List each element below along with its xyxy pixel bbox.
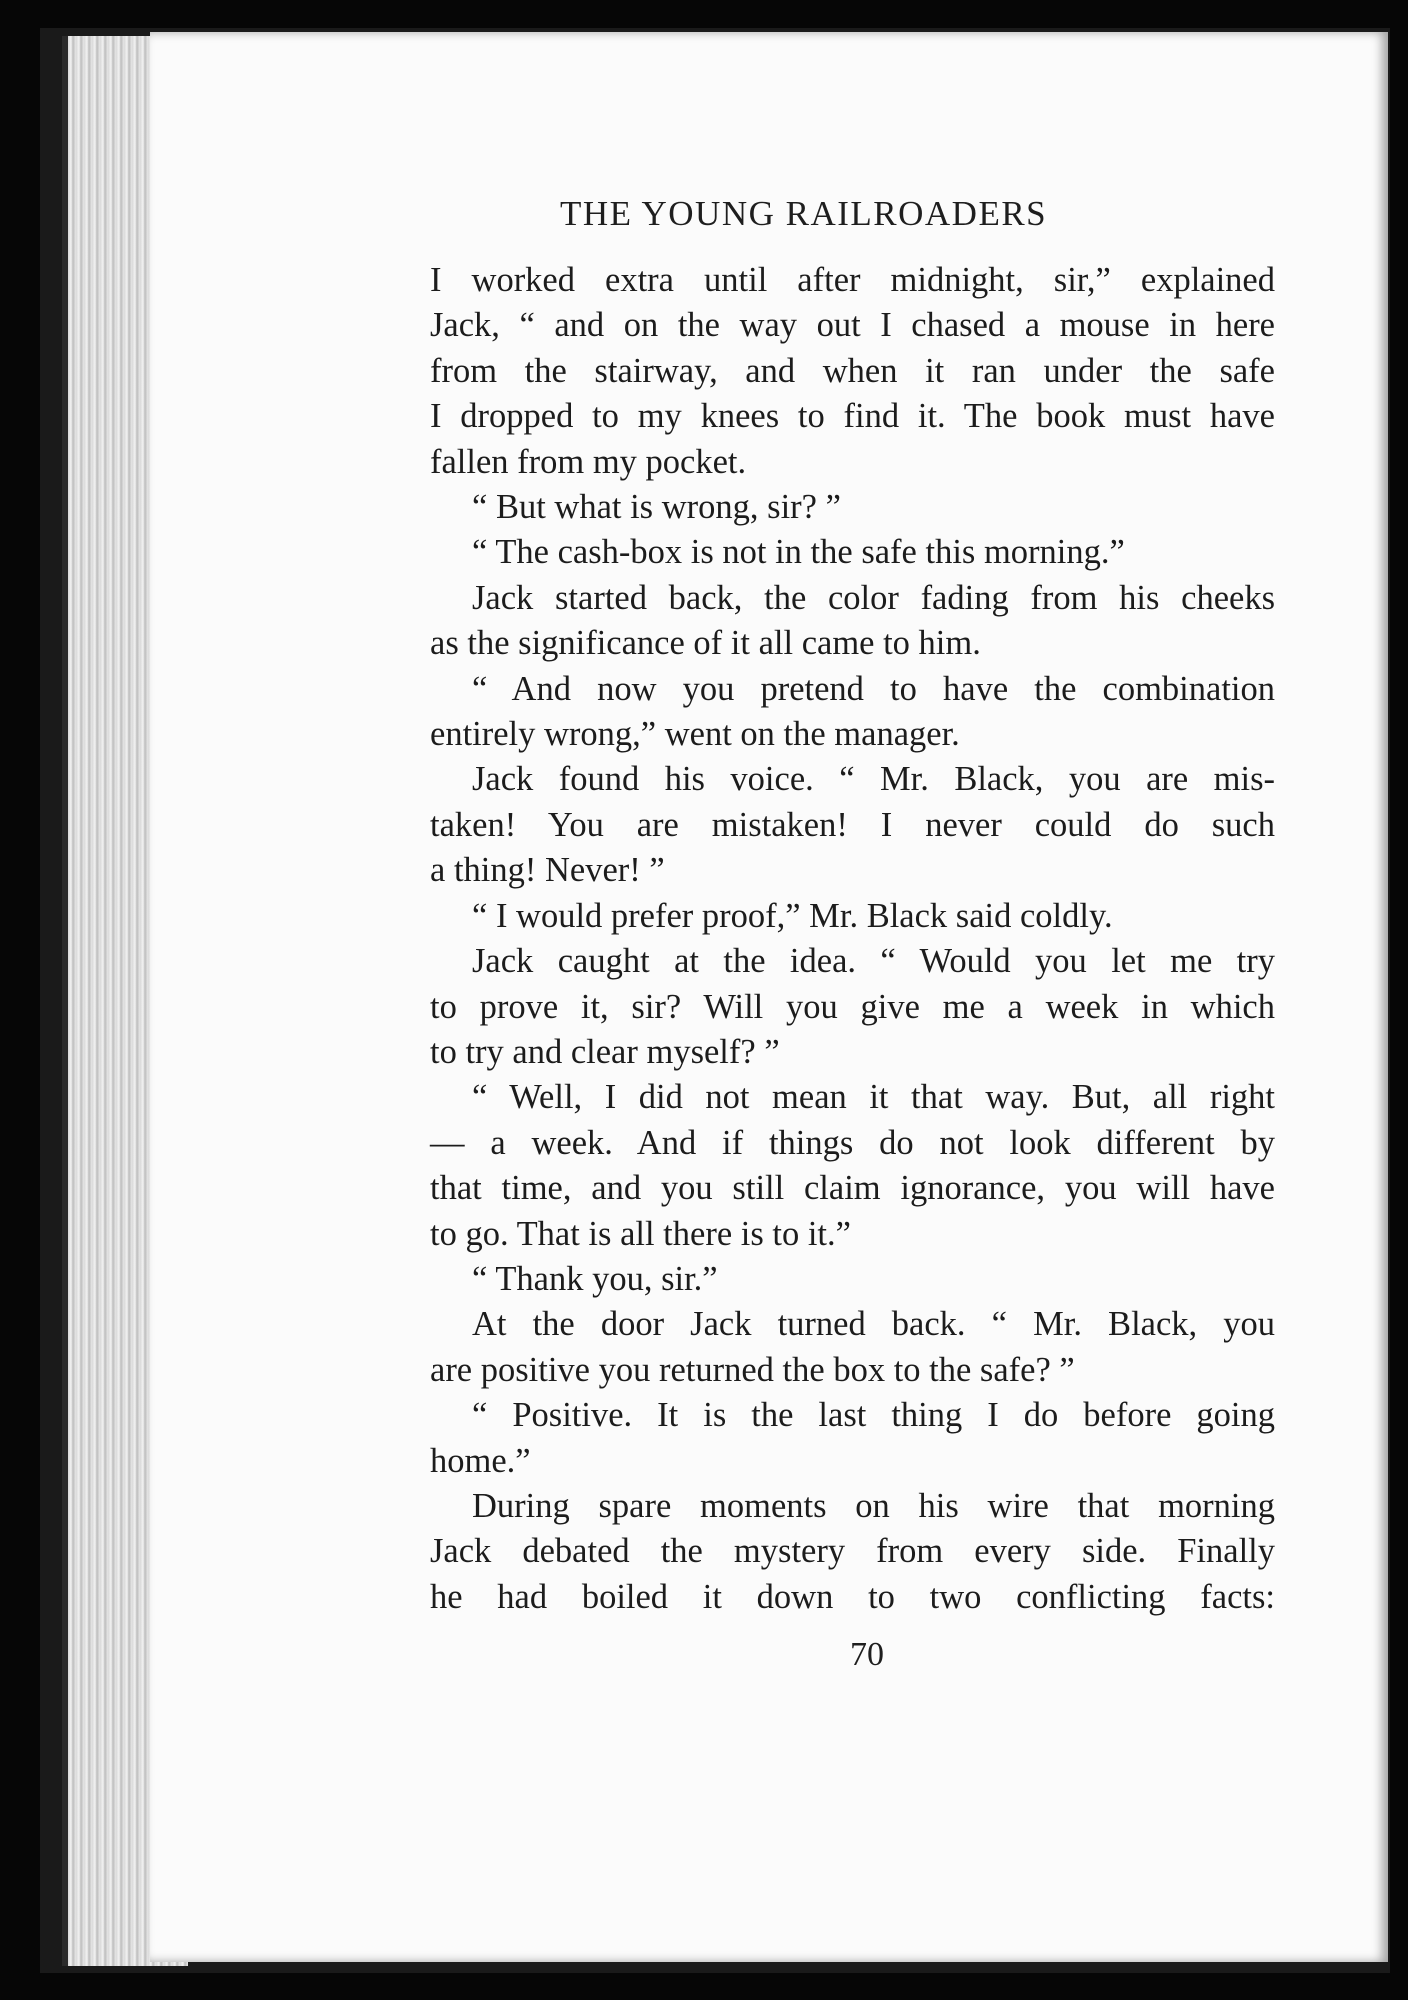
text-line: I worked extra until after midnight, sir,” explained <box>430 261 1275 299</box>
text-line: During spare moments on his wire that morning <box>472 1486 1275 1525</box>
text-line: to go. That is all there is to it.” <box>430 1214 851 1253</box>
text-line: “ But what is wrong, sir? ” <box>472 488 841 527</box>
text-line: Jack, “ and on the way out I chased a mouse in here <box>430 306 1275 345</box>
text-line: “ Positive. It is the last thing I do before going <box>472 1396 1275 1435</box>
text-line: a thing! Never! ” <box>430 851 665 890</box>
text-line: — a week. And if things do not look different by <box>430 1123 1275 1162</box>
text-line: Jack started back, the color fading from his cheeks <box>472 578 1275 617</box>
text-line: are positive you returned the box to the safe? ” <box>430 1350 1075 1389</box>
text-line: Jack found his voice. “ Mr. Black, you are mis- <box>472 760 1275 799</box>
text-line: At the door Jack turned back. “ Mr. Black, you <box>472 1305 1275 1344</box>
text-line: to try and clear myself? ” <box>430 1032 780 1071</box>
text-line: home.” <box>430 1441 531 1480</box>
text-line: from the stairway, and when it ran under the safe <box>430 351 1275 390</box>
text-line: “ Thank you, sir.” <box>472 1259 718 1298</box>
page-number: 70 <box>850 1636 884 1673</box>
text-line: that time, and you still claim ignorance, you will have <box>430 1169 1275 1208</box>
text-line: he had boiled it down to two conflicting facts: <box>430 1577 1275 1616</box>
text-line: I dropped to my knees to find it. The book must have <box>430 397 1275 436</box>
running-head: THE YOUNG RAILROADERS <box>560 194 1048 233</box>
text-line: Jack debated the mystery from every side. Finally <box>430 1532 1275 1571</box>
text-line: fallen from my pocket. <box>430 442 747 481</box>
text-line: entirely wrong,” went on the manager. <box>430 715 960 754</box>
text-line: taken! You are mistaken! I never could do such <box>430 805 1275 844</box>
text-line: Jack caught at the idea. “ Would you let me try <box>472 942 1275 981</box>
text-line: “ The cash-box is not in the safe this morning.” <box>472 533 1125 572</box>
text-line: “ Well, I did not mean it that way. But, all right <box>472 1078 1275 1117</box>
text-line: as the significance of it all came to him. <box>430 624 981 663</box>
body-text <box>430 258 1275 1620</box>
text-line: “ And now you pretend to have the combination <box>472 669 1275 708</box>
text-line: “ I would prefer proof,” Mr. Black said coldly. <box>472 896 1113 935</box>
text-line: to prove it, sir? Will you give me a week in which <box>430 987 1275 1026</box>
